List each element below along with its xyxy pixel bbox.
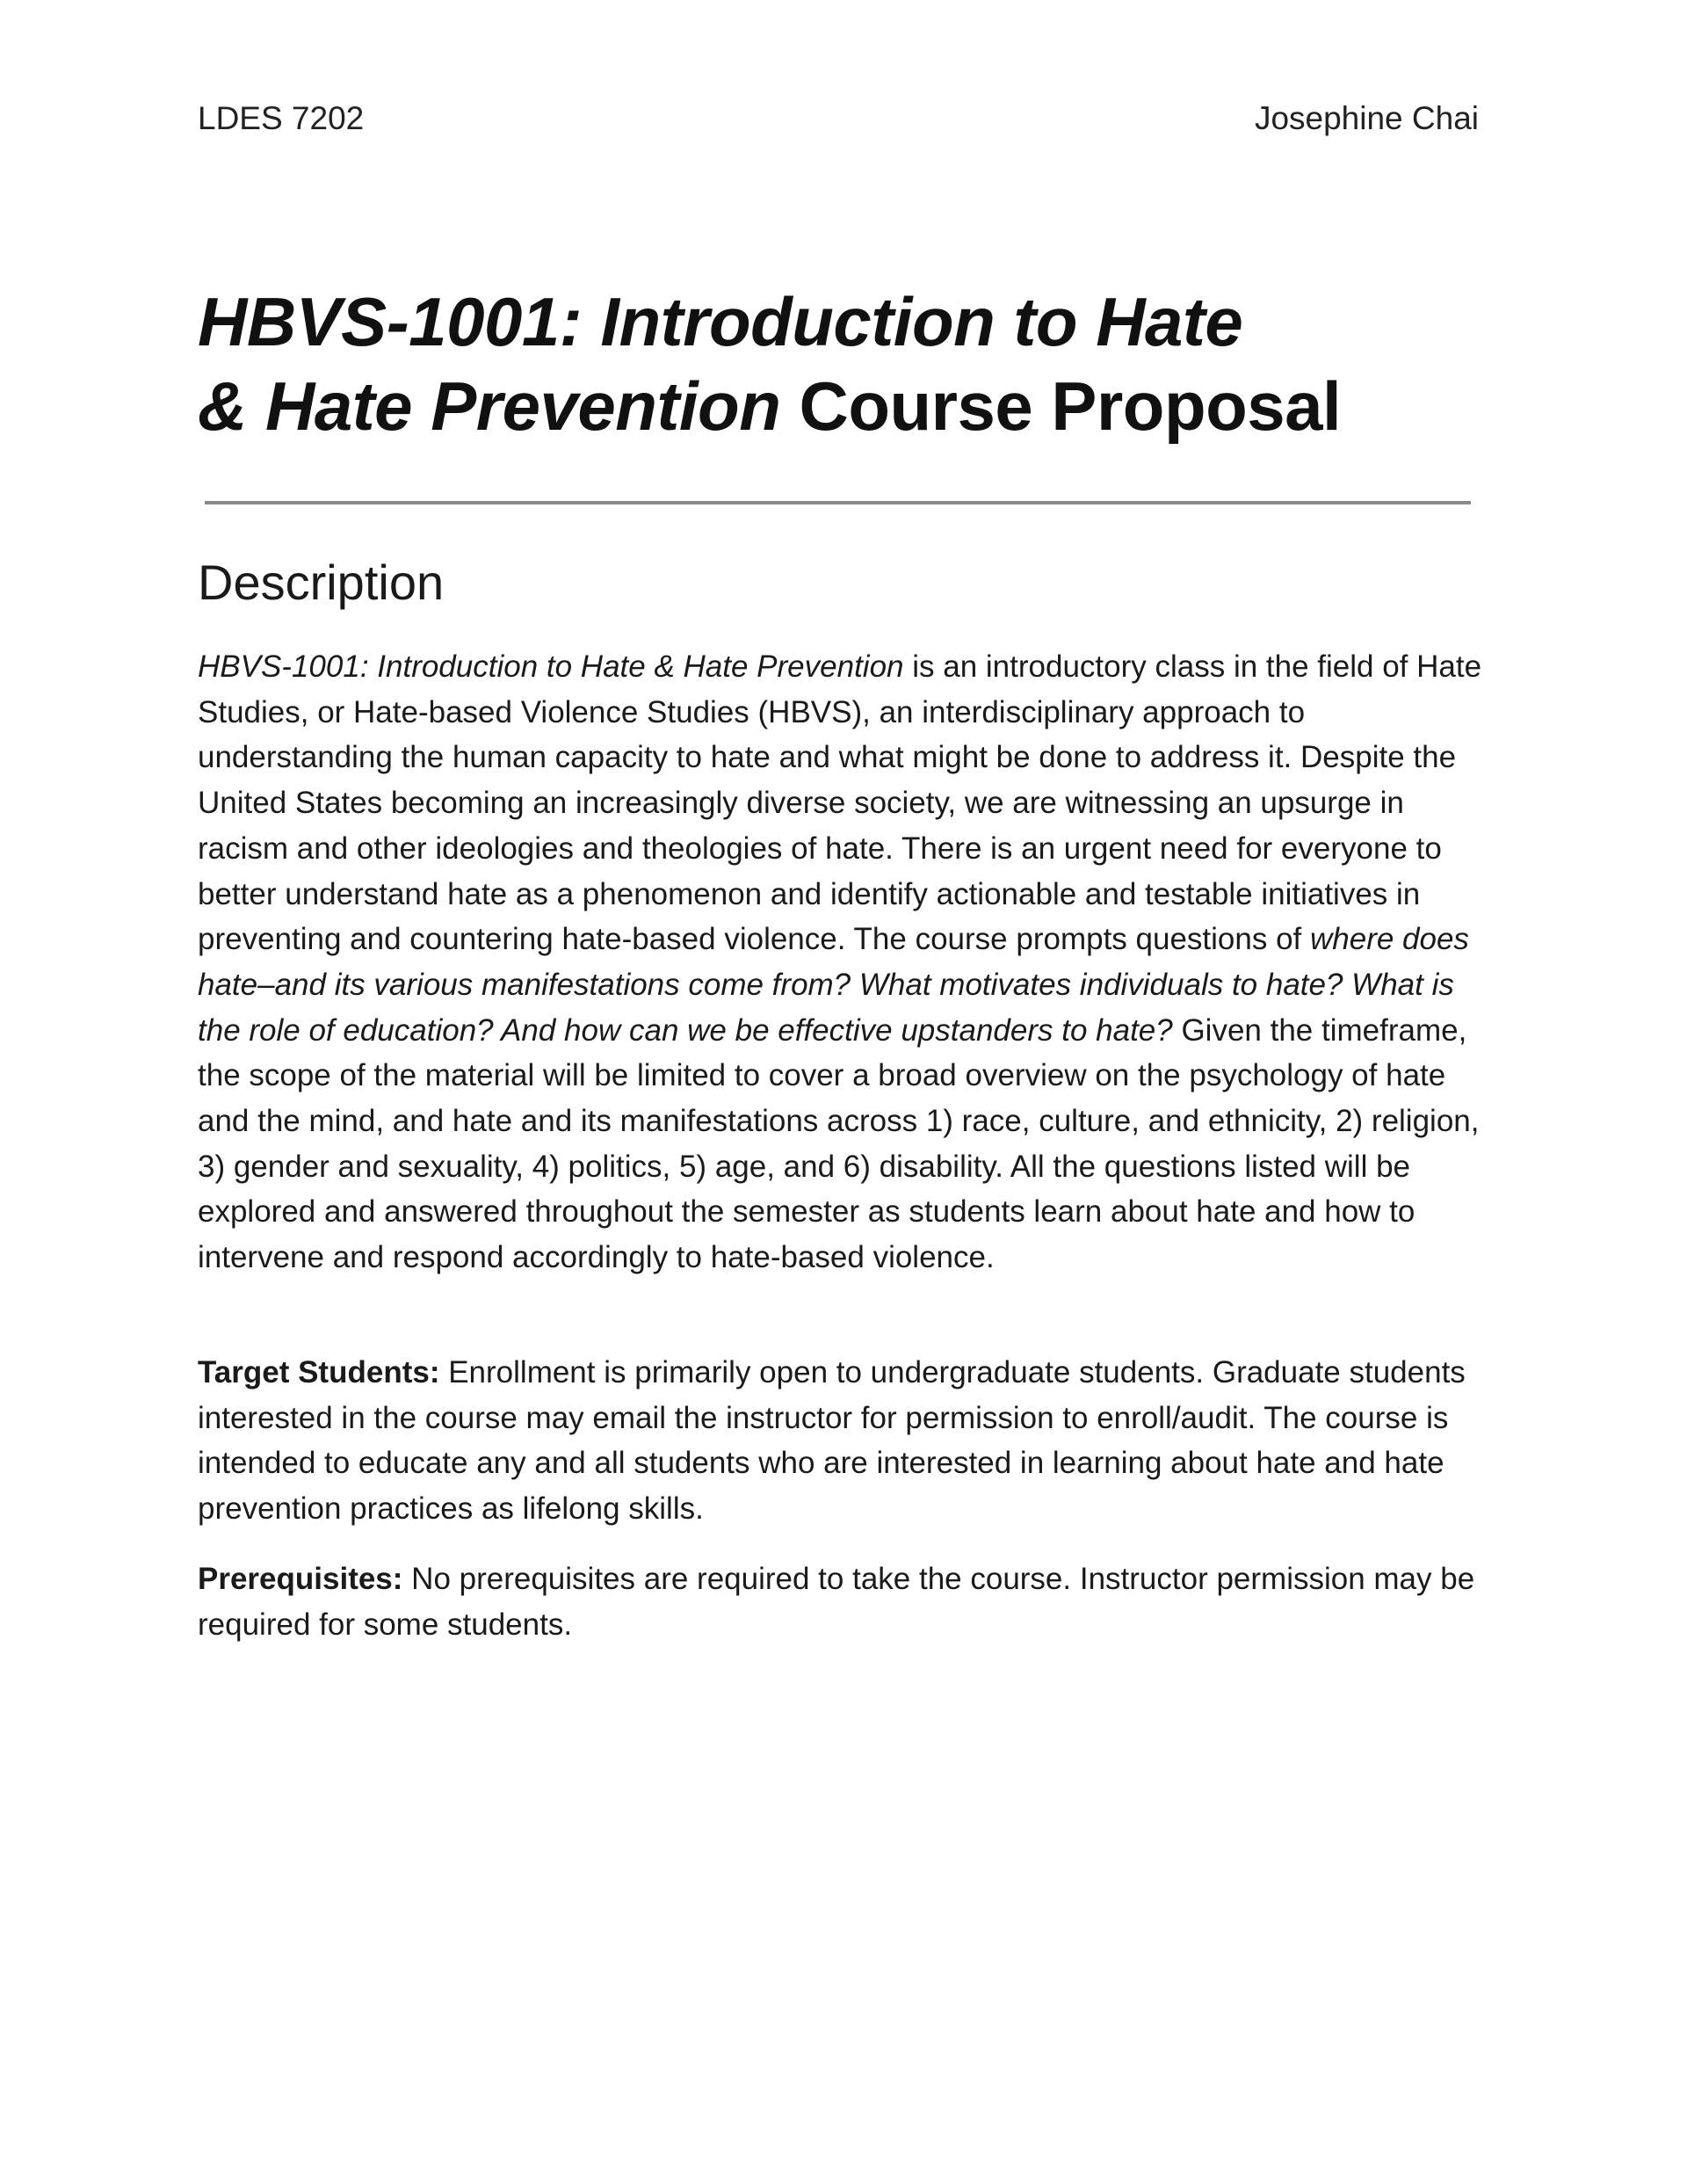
description-text-2: Given the timeframe, the scope of the material will be limited to cover a broad overview on the psychology of hate and the mind, and hate and its manifestations across 1) race, culture, and ethnicity, 2) religion, 3) gender and sexuality, 4) politics, 5) age, and 6) disability. All the questions listed will be explored and answered throughout the semester as students learn about hate and how to intervene and respond accordingly to hate-based violence. (198, 1012, 1480, 1275)
prerequisites-paragraph (198, 1556, 1489, 1647)
title-italic-line1: HBVS-1001: Introduction to Hate (198, 283, 1243, 360)
document-title (198, 279, 1489, 448)
description-heading: Description (198, 555, 445, 610)
author-name: Josephine Chai (1254, 100, 1479, 136)
course-code: LDES 7202 (198, 100, 365, 136)
prerequisites-text: No prerequisites are required to take the course. Instructor permission may be required for some students. (198, 1562, 1475, 1642)
target-students-text: Enrollment is primarily open to undergraduate students. Graduate students interested in the course may email the instructor for permission to enroll/audit. The course is intended to educate any and all students who are interested in learning about hate and hate prevention practices as lifelong skills. (198, 1355, 1466, 1527)
title-divider (205, 501, 1471, 504)
description-text-1: is an introductory class in the field of Hate Studies, or Hate-based Violence Studies (HBVS), an interdisciplinary approach to understanding the human capacity to hate and what might be done to address it. Despite the United States becoming an increasingly diverse society, we are witnessing an upsurge in racism and other ideologies and theologies of hate. There is an urgent need for everyone to better understand hate as a phenomenon and identify actionable and testable initiatives in preventing and countering hate-based violence. The course prompts questions of (198, 649, 1482, 957)
description-paragraph (198, 644, 1489, 1281)
title-italic-line2: & Hate Prevention (198, 367, 781, 445)
title-regular-part: Course Proposal (780, 367, 1342, 445)
course-name: HBVS-1001: Introduction to Hate & Hate Prevention (198, 649, 904, 684)
target-students-label: Target Students: (198, 1355, 440, 1389)
running-header (198, 97, 1479, 141)
description-questions: where does hate–and its various manifestations come from? What motivates individuals to hate? What is the role of education? And how can we be effective upstanders to hate? (198, 922, 1469, 1048)
target-students-paragraph (198, 1350, 1489, 1532)
prerequisites-label: Prerequisites: (198, 1562, 403, 1596)
